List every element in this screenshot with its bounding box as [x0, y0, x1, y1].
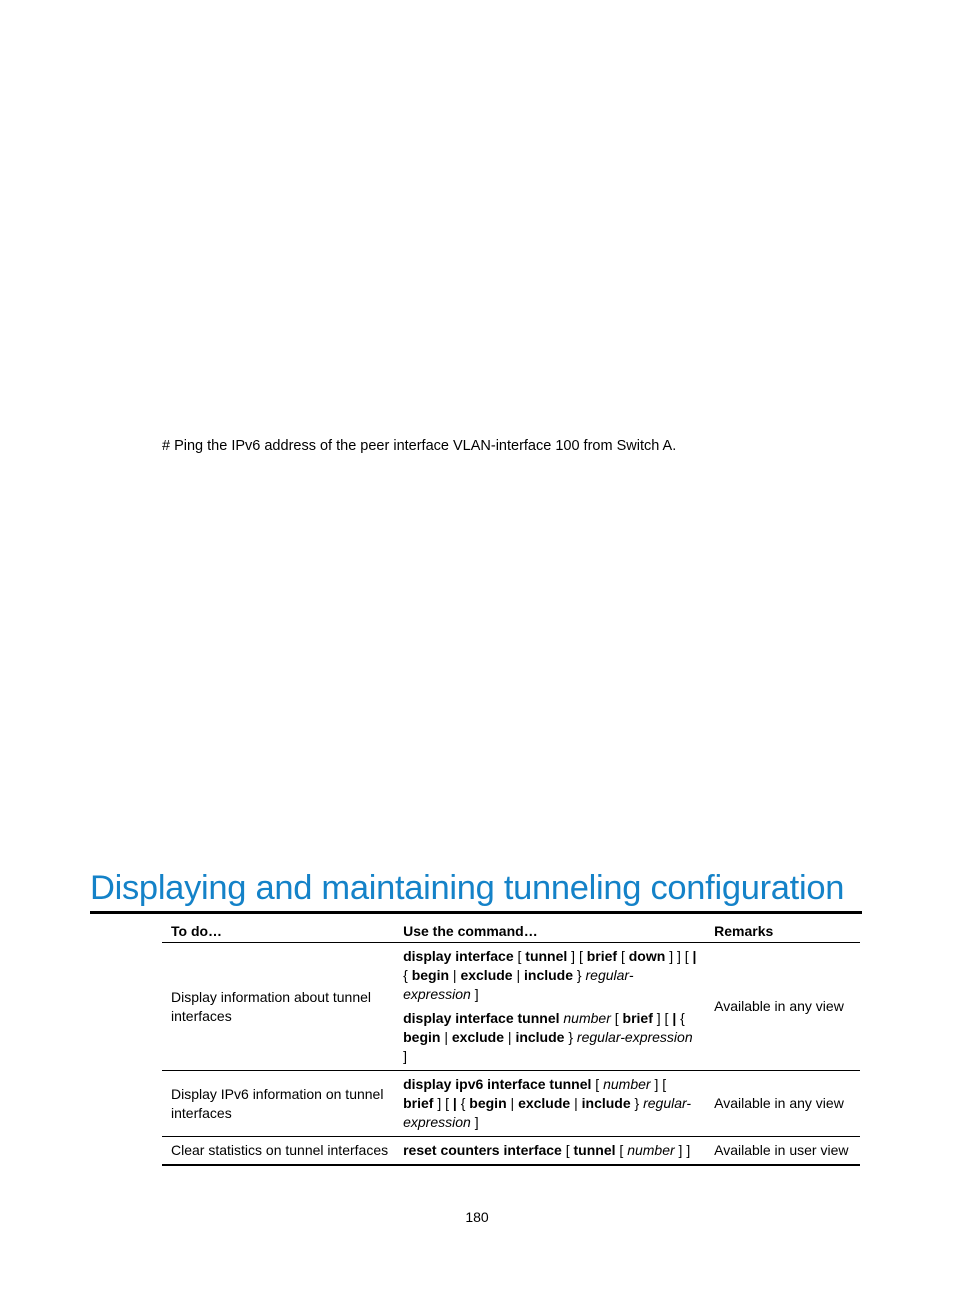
- table-row: [162, 1071, 860, 1137]
- header-command: Use the command…: [394, 920, 705, 943]
- command-table: [162, 920, 860, 1166]
- page-number: 180: [465, 1209, 489, 1225]
- todo-cell: Display IPv6 information on tunnel interfaces: [162, 1071, 394, 1137]
- heading-rule: [90, 911, 862, 914]
- command-text: display interface tunnel number [ brief ] [ | { begin | exclude | include } regular-expression ]: [403, 1010, 693, 1064]
- remarks-cell: Available in user view: [705, 1137, 860, 1166]
- command-text: reset counters interface [ tunnel [ number ] ]: [403, 1142, 691, 1158]
- command-cell: [394, 1071, 705, 1137]
- table-row: [162, 943, 860, 1071]
- header-remarks: Remarks: [705, 920, 860, 943]
- todo-cell: Clear statistics on tunnel interfaces: [162, 1137, 394, 1166]
- command-text: display ipv6 interface tunnel [ number ] [ brief ] [ | { begin | exclude | include } regular-expression ]: [403, 1076, 692, 1130]
- todo-cell: Display information about tunnel interfaces: [162, 943, 394, 1071]
- table-row: [162, 1137, 860, 1166]
- command-cell: [394, 943, 705, 1071]
- header-todo: To do…: [162, 920, 394, 943]
- section-heading: Displaying and maintaining tunneling configuration: [90, 869, 845, 907]
- remarks-cell: Available in any view: [705, 1071, 860, 1137]
- remarks-cell: Available in any view: [705, 943, 860, 1071]
- command-text: display interface [ tunnel ] [ brief [ down ] ] [ | { begin | exclude | include } regular-expression ]: [403, 948, 697, 1002]
- table-header-row: [162, 920, 860, 943]
- command-cell: [394, 1137, 705, 1166]
- body-paragraph: # Ping the IPv6 address of the peer interface VLAN-interface 100 from Switch A.: [162, 437, 677, 454]
